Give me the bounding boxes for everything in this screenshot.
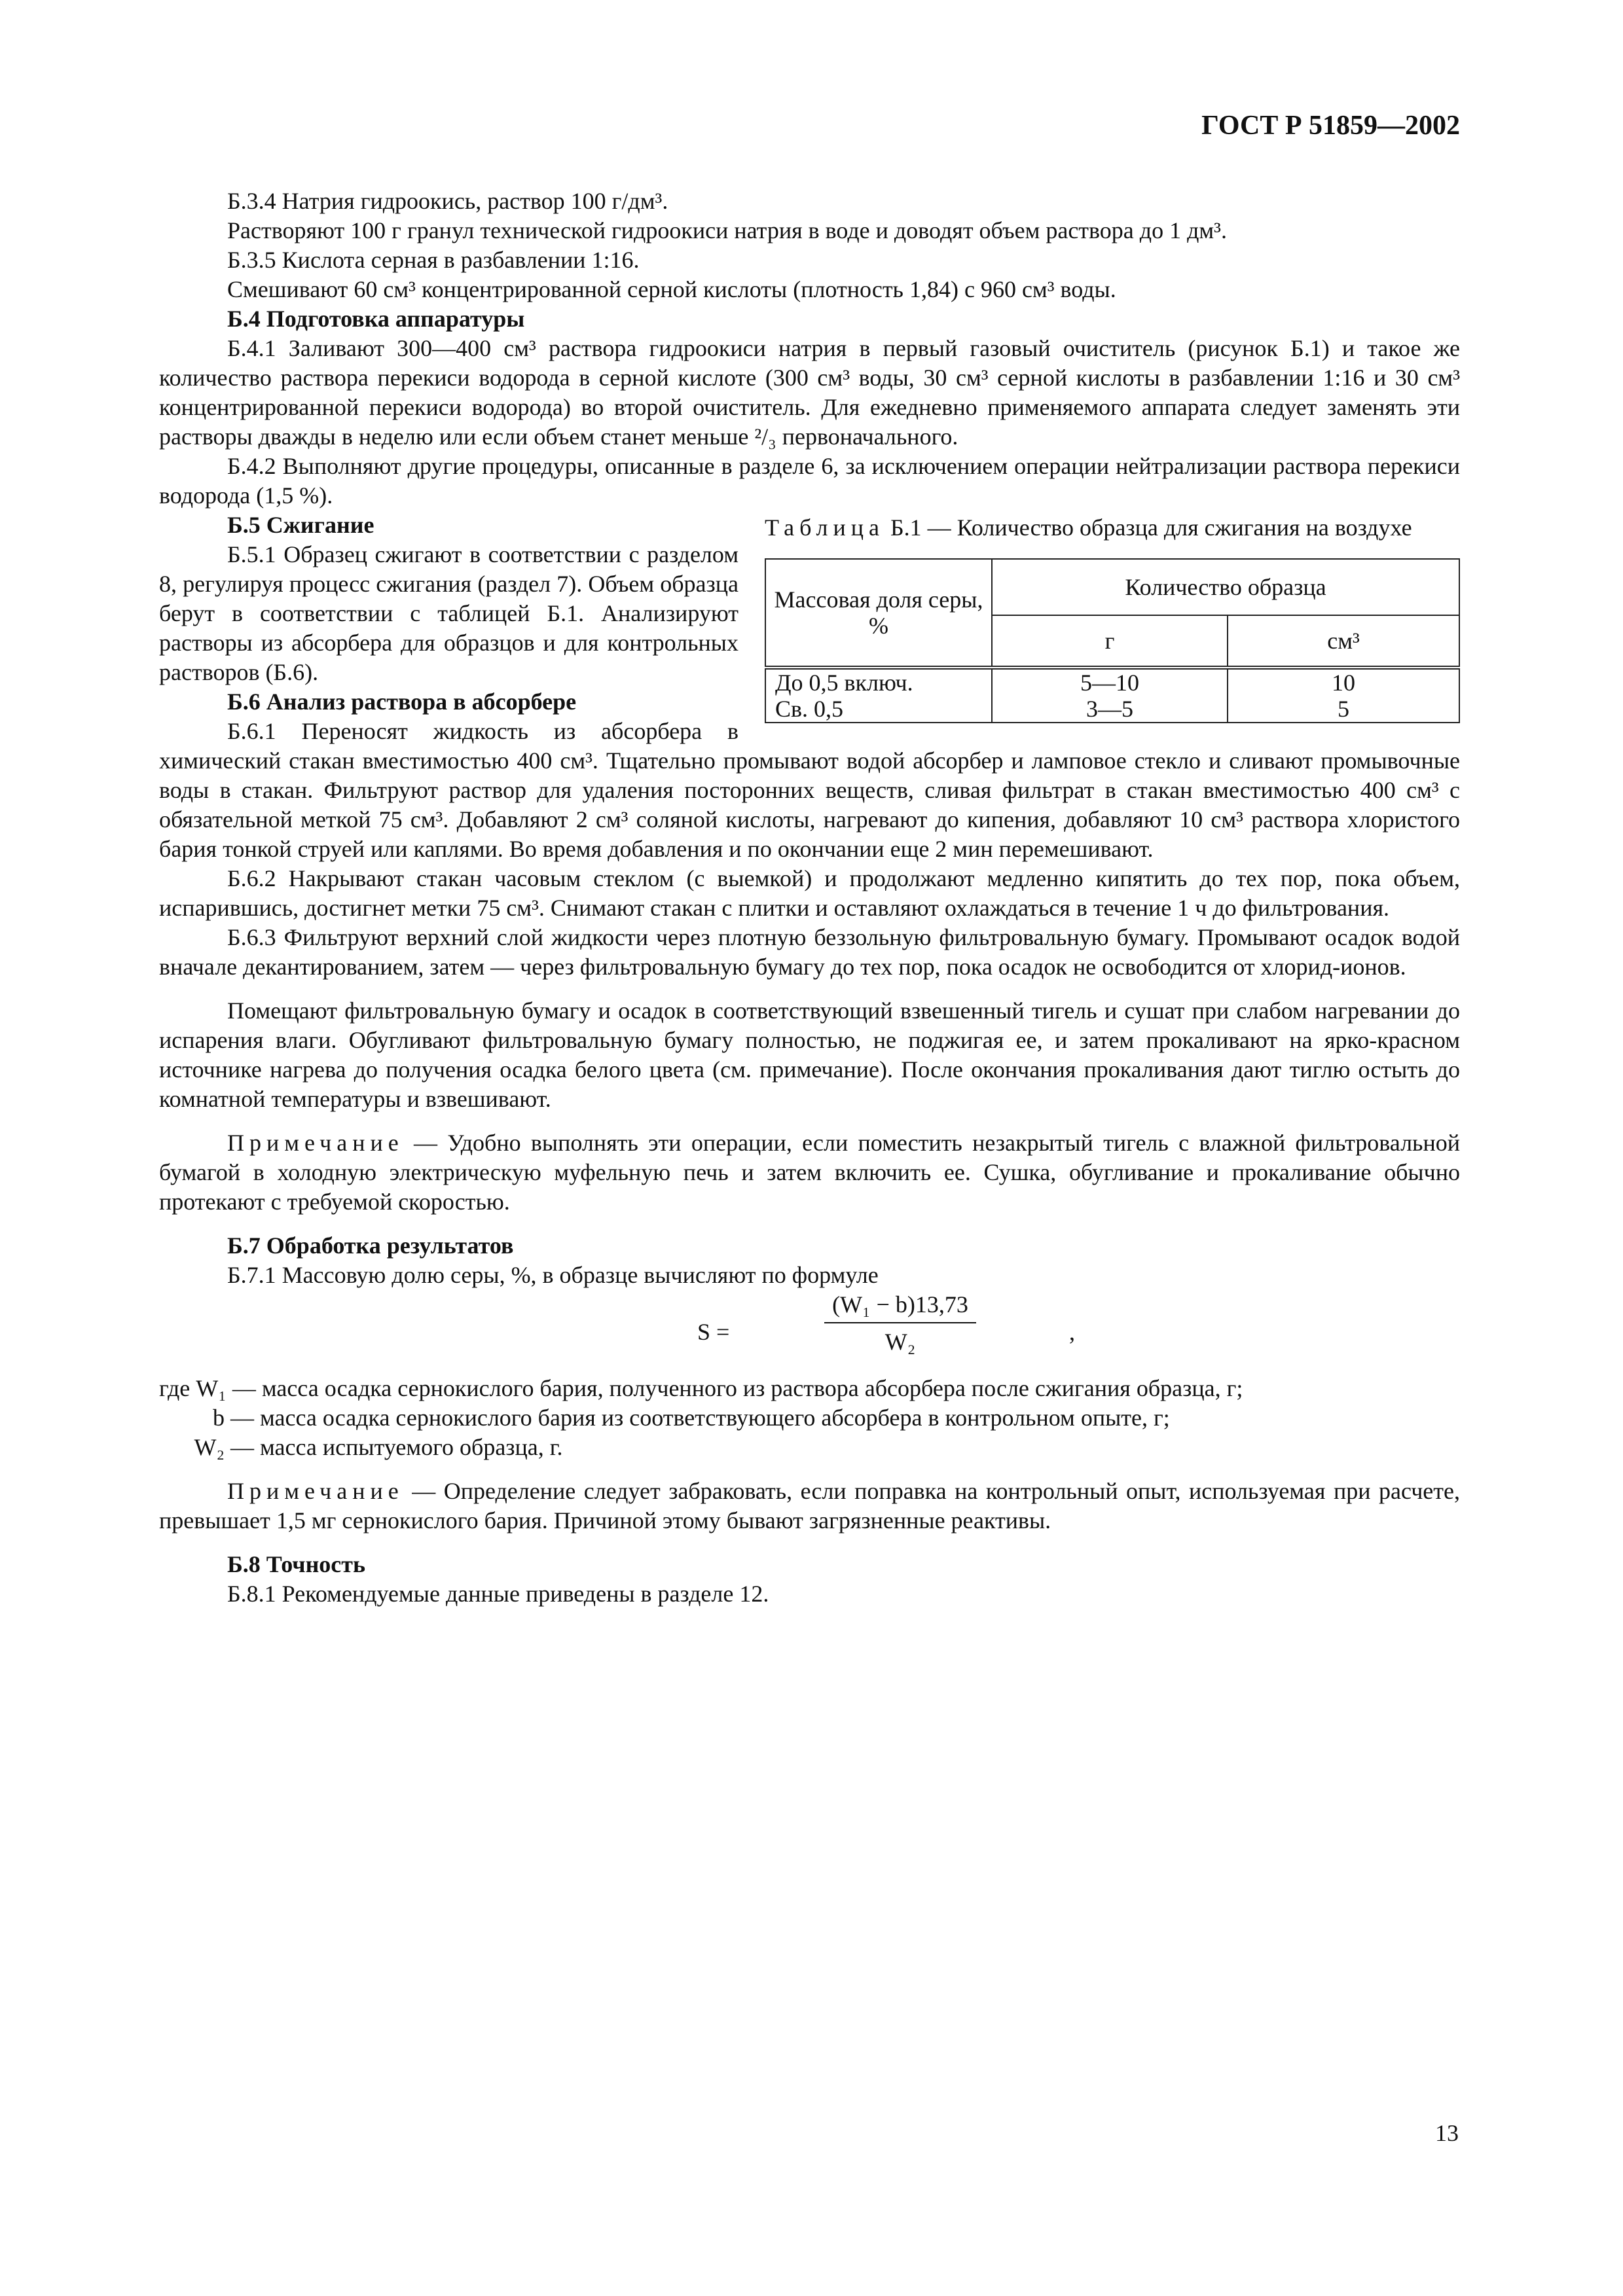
def-3-symbol: W₂ — [194, 1434, 225, 1460]
section-b7-heading: Б.7 Обработка результатов — [227, 1232, 514, 1259]
note-1-text: — Удобно выполнять эти операции, если поместить незакрытый тигель с влажной фильтровальной бумагой в холодную электрическую муфельную печь и затем включить ее. Сушка, обугливание и прокаливание обычно протекают с требуемой скоростью. — [159, 1130, 1460, 1215]
section-b71: Б.7.1 Массовую долю серы, %, в образце вычисляют по формуле — [227, 1262, 879, 1288]
sulfur-formula — [159, 1290, 1460, 1374]
def-2-text: — масса осадка сернокислого бария из соответствующего абсорбера в контрольном опыте, г; — [230, 1405, 1170, 1431]
section-b41: Б.4.1 Заливают 300—400 см³ раствора гидроокиси натрия в первый газовый очиститель (рисунок Б.1) и такое же количество раствора перекиси водорода в серной кислоте (300 см³ воды, 30 см³ серной кислоты в разбавлении 1:16 и 30 см³ концентрированной перекиси водорода) во второй очиститель. Для ежедневно применяемого аппарата следует заменять эти растворы дважды в неделю или если объем станет меньше ²/₃ первоначального. — [159, 335, 1460, 450]
formula-comma: , — [1069, 1319, 1075, 1345]
table-b1 — [765, 513, 1460, 723]
col-header-sulfur: Массовая доля серы, % — [765, 559, 992, 668]
formula-fraction — [743, 1290, 1057, 1357]
section-b34-body: Растворяют 100 г гранул технической гидроокиси натрия в воде и доводят объем раствора до 1 дм³. — [227, 217, 1227, 243]
def-3-text: — масса испытуемого образца, г. — [230, 1434, 563, 1460]
section-b63-para2: Помещают фильтровальную бумагу и осадок в соответствующий взвешенный тигель и сушат при слабом нагревании до испарения влаги. Обугливают фильтровальную бумагу полностью, не поджигая ее, и затем прокаливают на ярко-красном источнике нагрева до получения осадка белого цвета (см. примечание). После окончания прокаливания дают тиглю остыть до комнатной температуры и взвешивают. — [159, 997, 1460, 1112]
sample-quantity-table — [765, 558, 1460, 723]
where-label: где — [159, 1375, 191, 1401]
row-cm3: 10 — [1228, 668, 1459, 696]
section-b4-heading: Б.4 Подготовка аппаратуры — [227, 306, 525, 332]
standard-header: ГОСТ Р 51859—2002 — [1201, 111, 1460, 141]
section-b42: Б.4.2 Выполняют другие процедуры, описанные в разделе 6, за исключением операции нейтрализации раствора перекиси водорода (1,5 %). — [159, 453, 1460, 509]
section-b6-heading: Б.6 Анализ раствора в абсорбере — [227, 689, 577, 715]
note-2 — [159, 1477, 1460, 1535]
note-1-label: Примечание — [227, 1130, 404, 1156]
section-b61: Б.6.1 Переносят жидкость из абсорбера в химический стакан вместимостью 400 см³. Тщательно промывают водой абсорбер и ламповое стекло и сливают промывочные воды в стакан. Фильтруют раствор для удаления посторонних веществ, сливая фильтрат в стакан вместимостью 400 см³ с обязательной меткой 75 см³. Добавляют 2 см³ соляной кислоты, нагревают до кипения, добавляют 10 см³ раствора хлористого бария тонкой струей или каплями. Во время добавления и по окончании еще 2 мин перемешивают. — [159, 718, 1460, 862]
table-caption-label: Таблица — [765, 514, 884, 541]
document-body — [159, 187, 1460, 1609]
row-label: До 0,5 включ. — [765, 668, 992, 696]
col-header-quantity: Количество образца — [992, 559, 1459, 615]
row-g: 5—10 — [992, 668, 1228, 696]
section-b34-title: Б.3.4 Натрия гидроокись, раствор 100 г/дм³. — [227, 188, 668, 214]
note-2-label: Примечание — [227, 1478, 404, 1504]
section-b35-body: Смешивают 60 см³ концентрированной серной кислоты (плотность 1,84) с 960 см³ воды. — [227, 276, 1116, 302]
table-row — [765, 668, 1459, 696]
section-b5-heading: Б.5 Сжигание — [227, 512, 374, 538]
formula-numerator: (W₁ − b)13,73 — [824, 1290, 976, 1323]
note-1 — [159, 1128, 1460, 1217]
definition-3 — [159, 1433, 1460, 1462]
row-label: Св. 0,5 — [765, 696, 992, 723]
col-header-cm3: см³ — [1228, 615, 1459, 668]
formula-denominator: W₂ — [884, 1329, 916, 1355]
section-b51: Б.5.1 Образец сжигают в соответствии с разделом 8, регулируя процесс сжигания (раздел 7). Объем образца берут в соответствии с таблицей Б.1. Анализируют растворы из абсорбера для образцов и для контрольных растворов (Б.6). — [159, 541, 739, 685]
section-b62: Б.6.2 Накрывают стакан часовым стеклом (с выемкой) и продолжают медленно кипятить до тех пор, пока объем, испарившись, достигнет метки 75 см³. Снимают стакан с плитки и оставляют охлаждаться в течение 1 ч до фильтрования. — [159, 865, 1460, 921]
section-b81: Б.8.1 Рекомендуемые данные приведены в разделе 12. — [227, 1581, 769, 1607]
def-1-text: — масса осадка сернокислого бария, полученного из раствора абсорбера после сжигания образца, г; — [232, 1375, 1243, 1401]
row-g: 3—5 — [992, 696, 1228, 723]
section-b35-title: Б.3.5 Кислота серная в разбавлении 1:16. — [227, 247, 640, 273]
page-number: 13 — [1435, 2120, 1459, 2146]
row-cm3: 5 — [1228, 696, 1459, 723]
col-header-g: г — [992, 615, 1228, 668]
table-row — [765, 696, 1459, 723]
def-2-symbol: b — [213, 1405, 225, 1431]
table-caption-text: Б.1 — Количество образца для сжигания на воздухе — [890, 514, 1412, 541]
definition-2 — [159, 1403, 1460, 1433]
section-b63: Б.6.3 Фильтруют верхний слой жидкости через плотную беззольную фильтровальную бумагу. Промывают осадок водой вначале декантированием, затем — через фильтровальную бумагу до тех пор, пока осадок не освободится от хлорид-ионов. — [159, 924, 1460, 980]
definition-1 — [159, 1374, 1460, 1403]
section-b8-heading: Б.8 Точность — [227, 1551, 366, 1577]
formula-lhs: S = — [697, 1319, 730, 1345]
def-1-symbol: W₁ — [196, 1375, 227, 1401]
note-2-text: — Определение следует забраковать, если поправка на контрольный опыт, используемая при расчете, превышает 1,5 мг сернокислого бария. Причиной этому бывают загрязненные реактивы. — [159, 1478, 1460, 1534]
table-caption — [765, 513, 1460, 543]
